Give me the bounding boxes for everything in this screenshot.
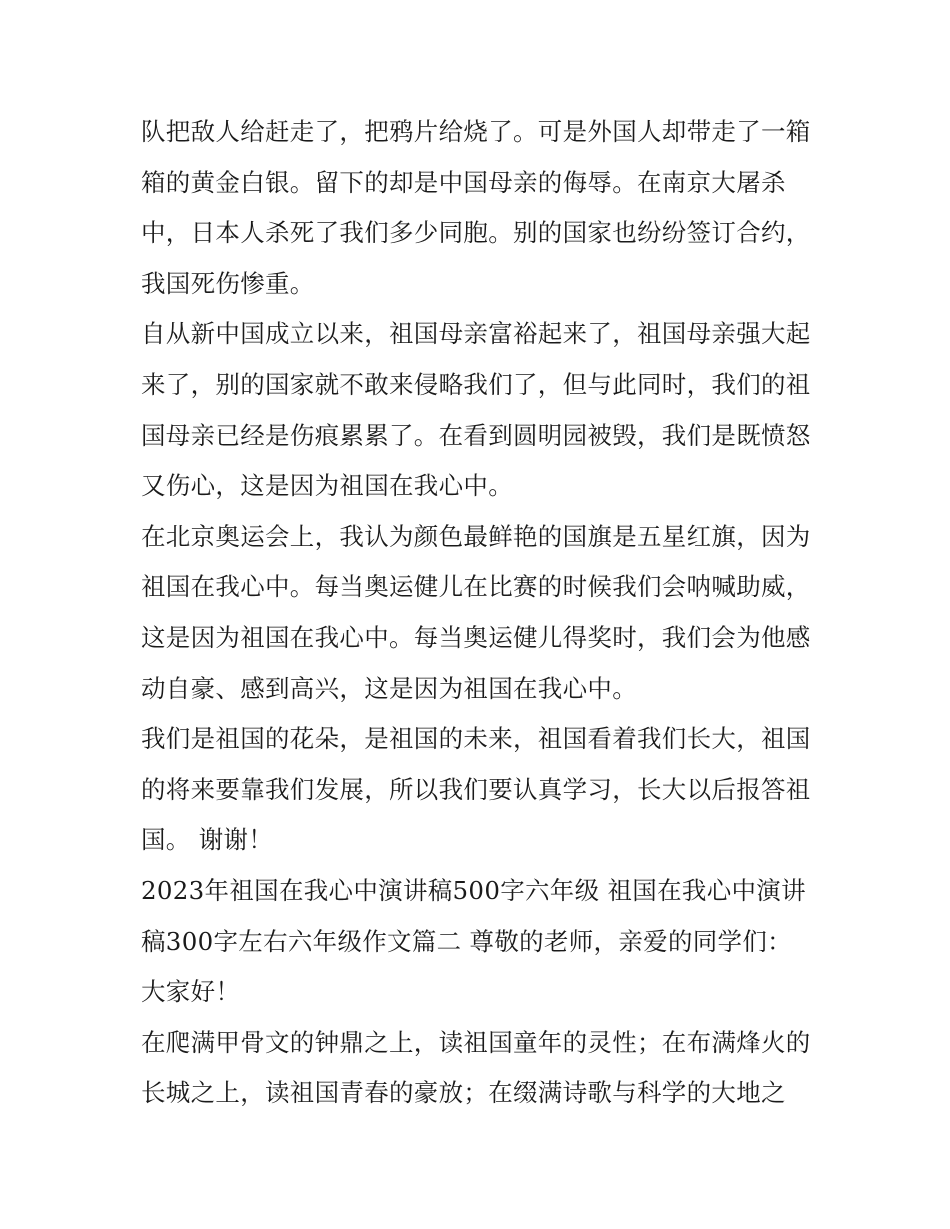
document-body-text [141, 107, 816, 1119]
text-line: 我国死伤惨重。 [141, 268, 315, 298]
text-line: 祖国在我心中。每当奥运健儿在比赛的时候我们会呐喊助威， [141, 572, 811, 602]
text-line: 稿300字左右六年级作文篇二 尊敬的老师，亲爱的同学们： [141, 926, 792, 956]
text-line: 国。 谢谢！ [141, 825, 274, 855]
text-line: 我们是祖国的花朵，是祖国的未来，祖国看着我们长大，祖国 [141, 724, 811, 754]
text-line: 在北京奥运会上，我认为颜色最鲜艳的国旗是五星红旗，因为 [141, 521, 811, 551]
text-line: 又伤心，这是因为祖国在我心中。 [141, 471, 513, 501]
text-line: 来了，别的国家就不敢来侵略我们了，但与此同时，我们的祖 [141, 369, 811, 399]
text-line: 这是因为祖国在我心中。每当奥运健儿得奖时，我们会为他感 [141, 622, 811, 652]
text-line: 2023年祖国在我心中演讲稿500字六年级 祖国在我心中演讲 [141, 875, 806, 905]
text-line: 自从新中国成立以来，祖国母亲富裕起来了，祖国母亲强大起 [141, 319, 811, 349]
text-line: 队把敌人给赶走了，把鸦片给烧了。可是外国人却带走了一箱 [141, 117, 811, 146]
text-line: 中，日本人杀死了我们多少同胞。别的国家也纷纷签订合约， [141, 218, 811, 248]
text-line: 大家好！ [141, 977, 241, 1007]
text-line: 国母亲已经是伤痕累累了。在看到圆明园被毁，我们是既愤怒 [141, 420, 811, 450]
text-line: 的将来要靠我们发展，所以我们要认真学习，长大以后报答祖 [141, 774, 811, 804]
text-line: 长城之上，读祖国青春的豪放；在缀满诗歌与科学的大地之 [141, 1078, 786, 1108]
text-line: 动自豪、感到高兴，这是因为祖国在我心中。 [141, 673, 637, 703]
text-line: 箱的黄金白银。留下的却是中国母亲的侮辱。在南京大屠杀 [141, 167, 786, 197]
text-line: 在爬满甲骨文的钟鼎之上，读祖国童年的灵性；在布满烽火的 [141, 1027, 811, 1057]
